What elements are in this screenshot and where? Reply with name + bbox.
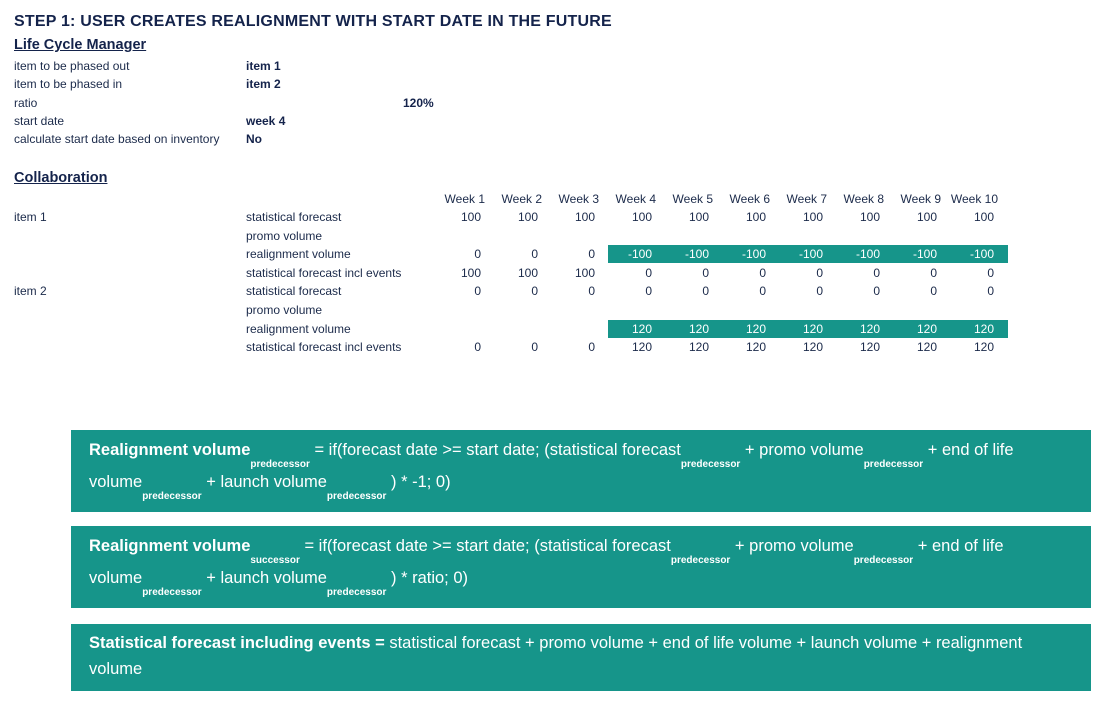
lcm-value-calc-start: No (246, 132, 262, 146)
cell-value: 120 (745, 321, 766, 336)
formula-box-realignment-successor (71, 526, 1091, 608)
formula-1-part-1: = if(forecast date >= start date; (statistical forecast (314, 441, 681, 459)
cell-value: -100 (969, 247, 994, 262)
cell-value: -100 (684, 247, 709, 262)
formula-1-part-5: + launch volume (206, 473, 327, 491)
cell-value (766, 301, 823, 319)
cell-value (709, 301, 766, 319)
cell-value: 100 (460, 210, 481, 224)
row-label: promo volume (246, 228, 323, 243)
formula-3-line-1 (89, 634, 1073, 653)
cell-value: 100 (631, 210, 652, 224)
cell-value: 0 (873, 284, 880, 299)
formula-2-sub-1: predecessor (670, 555, 731, 566)
cell-value: 100 (859, 210, 880, 224)
lcm-label-start-date: start date (14, 114, 65, 128)
cell-value: 100 (517, 210, 538, 224)
cell-value: 100 (745, 210, 766, 224)
cell-value: 0 (474, 284, 481, 299)
formula-1-sub-2: predecessor (863, 459, 924, 470)
formula-2-part-1: = if(forecast date >= start date; (statistical forecast (304, 537, 671, 555)
cell-value (652, 301, 709, 319)
cell-value: -100 (741, 247, 766, 262)
formula-1-sub-1: predecessor (680, 459, 741, 470)
cell-value: 120 (859, 321, 880, 336)
cell-value: 0 (588, 247, 595, 262)
cell-value (481, 320, 538, 338)
page-title: STEP 1: USER CREATES REALIGNMENT WITH START DATE IN THE FUTURE (14, 13, 612, 30)
cell-value (424, 320, 481, 338)
formula-2-line-2 (89, 569, 1073, 598)
formula-1-part-2: + promo volume (744, 441, 864, 459)
cell-value (652, 227, 709, 245)
cell-value: 100 (460, 265, 481, 280)
cell-value: 0 (987, 284, 994, 299)
cell-value: 120 (631, 340, 652, 355)
lcm-heading: Life Cycle Manager (14, 37, 147, 53)
cell-value (823, 301, 880, 319)
lcm-label-ratio: ratio (14, 96, 38, 110)
item-name: item 2 (14, 284, 47, 299)
week-header: Week 8 (843, 192, 884, 206)
cell-value (880, 301, 937, 319)
cell-value: 0 (645, 284, 652, 299)
cell-value: 0 (474, 247, 481, 262)
formula-2-term-sub: successor (250, 555, 300, 566)
cell-value: 120 (802, 321, 823, 336)
row-label: realignment volume (246, 321, 351, 336)
row-label: statistical forecast incl events (246, 265, 402, 280)
cell-value: 120 (802, 340, 823, 355)
cell-value: 100 (802, 210, 823, 224)
cell-value: 100 (973, 210, 994, 224)
cell-value: -100 (855, 247, 880, 262)
formula-1-part-3: + end of life (927, 441, 1014, 459)
cell-value: 0 (816, 284, 823, 299)
cell-value: 100 (574, 265, 595, 280)
formula-2-sub-5: predecessor (326, 587, 387, 598)
formula-2-part-6: ) * ratio; 0) (390, 569, 469, 587)
cell-value (424, 227, 481, 245)
cell-value: 120 (916, 321, 937, 336)
cell-value: 0 (588, 340, 595, 355)
formula-2-part-5: + launch volume (206, 569, 327, 587)
week-header: Week 7 (786, 192, 827, 206)
cell-value (595, 301, 652, 319)
cell-value (538, 301, 595, 319)
formula-2-part-2: + promo volume (734, 537, 854, 555)
cell-value (766, 227, 823, 245)
week-header: Week 1 (444, 192, 485, 206)
collab-heading: Collaboration (14, 170, 108, 186)
cell-value: 0 (702, 284, 709, 299)
cell-value: 0 (816, 265, 823, 280)
cell-value: 0 (873, 265, 880, 280)
cell-value: 0 (930, 284, 937, 299)
lcm-value-ratio: 120% (403, 96, 434, 110)
week-header: Week 9 (900, 192, 941, 206)
cell-value: 0 (759, 284, 766, 299)
cell-value: -100 (912, 247, 937, 262)
cell-value (937, 301, 994, 319)
formula-2-part-3: + end of life (917, 537, 1004, 555)
cell-value: -100 (798, 247, 823, 262)
cell-value (424, 301, 481, 319)
cell-value (481, 301, 538, 319)
formula-2-term: Realignment volume (89, 537, 251, 555)
cell-value: 100 (916, 210, 937, 224)
cell-value: 0 (531, 247, 538, 262)
formula-box-realignment-predecessor (71, 430, 1091, 512)
cell-value (538, 320, 595, 338)
formula-2-sub-4: predecessor (142, 587, 202, 598)
cell-value (481, 227, 538, 245)
lcm-label-phased-in: item to be phased in (14, 77, 123, 91)
formula-box-forecast-incl-events (71, 624, 1091, 691)
formula-3-term: Statistical forecast including events = (89, 634, 385, 652)
cell-value: 0 (987, 265, 994, 280)
formula-3-text: statistical forecast + promo volume + end of life volume + launch volume + realignment (389, 634, 1023, 652)
cell-value: 120 (973, 340, 994, 355)
row-label: realignment volume (246, 247, 351, 262)
formula-2-part-4: volume (89, 569, 143, 587)
cell-value: 120 (631, 321, 652, 336)
cell-value: 100 (688, 210, 709, 224)
week-header: Week 2 (501, 192, 542, 206)
cell-value: 100 (517, 265, 538, 280)
row-label: statistical forecast incl events (246, 340, 402, 355)
cell-value: 0 (759, 265, 766, 280)
formula-1-sub-5: predecessor (326, 491, 387, 502)
formula-1-line-2 (89, 473, 1073, 502)
formula-1-sub-4: predecessor (142, 491, 202, 502)
formula-1-term-sub: predecessor (250, 459, 310, 470)
formula-1-line-1 (89, 441, 1073, 470)
cell-value (823, 227, 880, 245)
lcm-value-phased-out: item 1 (246, 59, 281, 73)
cell-value (538, 227, 595, 245)
formula-1-part-6: ) * -1; 0) (390, 473, 451, 491)
lcm-value-start-date: week 4 (246, 114, 286, 128)
cell-value: 0 (930, 265, 937, 280)
cell-value (937, 227, 994, 245)
lcm-label-calc-start: calculate start date based on inventory (14, 132, 220, 146)
week-header: Week 3 (558, 192, 599, 206)
week-header: Week 5 (672, 192, 713, 206)
cell-value: 120 (916, 340, 937, 355)
week-header: Week 10 (950, 192, 998, 206)
cell-value (880, 227, 937, 245)
formula-2-line-1 (89, 537, 1073, 566)
lcm-label-phased-out: item to be phased out (14, 59, 130, 73)
week-header: Week 6 (729, 192, 770, 206)
cell-value: 120 (973, 321, 994, 336)
cell-value: 120 (745, 340, 766, 355)
cell-value: 120 (688, 340, 709, 355)
cell-value: 0 (531, 340, 538, 355)
cell-value: 100 (574, 210, 595, 224)
cell-value: 0 (474, 340, 481, 355)
week-header: Week 4 (615, 192, 656, 206)
cell-value: 0 (588, 284, 595, 299)
cell-value: 0 (702, 265, 709, 280)
formula-3-text-2: volume (89, 660, 143, 678)
cell-value: 120 (688, 321, 709, 336)
cell-value: 0 (531, 284, 538, 299)
row-label: statistical forecast (246, 210, 342, 224)
row-label: statistical forecast (246, 284, 342, 299)
lcm-value-phased-in: item 2 (246, 77, 281, 91)
cell-value: -100 (627, 247, 652, 262)
cell-value: 120 (859, 340, 880, 355)
item-name: item 1 (14, 210, 47, 224)
row-label: promo volume (246, 303, 323, 317)
formula-2-sub-2: predecessor (853, 555, 914, 566)
formula-1-term: Realignment volume (89, 441, 251, 459)
formula-1-part-4: volume (89, 473, 143, 491)
cell-value (709, 227, 766, 245)
cell-value (595, 227, 652, 245)
cell-value: 0 (645, 265, 652, 280)
formula-3-line-2 (89, 660, 1073, 679)
